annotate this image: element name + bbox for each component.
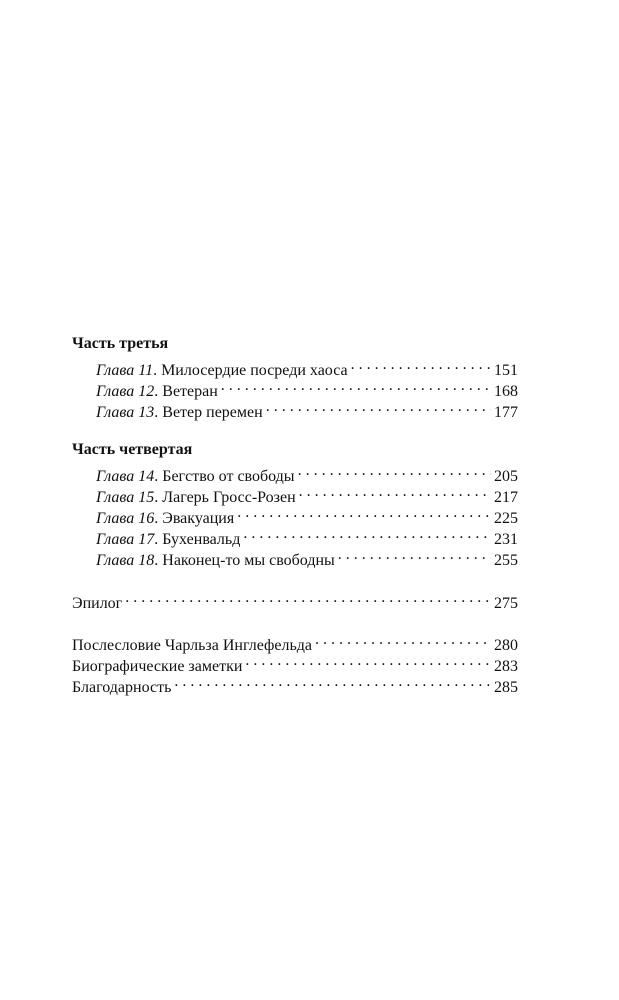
toc-entry[interactable] (72, 354, 518, 379)
chapter-title: . Ветер перемен (154, 404, 263, 421)
dot-leader (338, 544, 491, 565)
page-number: 231 (494, 531, 518, 548)
part-title: Часть четвертая (72, 441, 193, 458)
table-of-contents (72, 333, 518, 713)
toc-entry-epilogue[interactable] (72, 587, 518, 612)
entry-title: Биографические заметки (72, 658, 243, 675)
page-number: 151 (494, 362, 518, 379)
chapter-title: . Милосердие посреди хаоса (153, 362, 348, 379)
page-number: 217 (494, 489, 518, 506)
dot-leader (237, 502, 491, 523)
dot-leader (221, 375, 491, 396)
epilogue-group (72, 587, 518, 612)
chapter-prefix: Глава 14 (96, 468, 155, 485)
dot-leader (174, 671, 491, 692)
entry-title: Послесловие Чарльза Инглефельда (72, 637, 312, 654)
page-number: 285 (494, 679, 518, 696)
toc-entry[interactable] (72, 629, 518, 654)
toc-entry[interactable] (72, 460, 518, 485)
dot-leader (243, 523, 491, 544)
page-number: 283 (494, 658, 518, 675)
chapter-prefix: Глава 15 (96, 489, 155, 506)
dot-leader (351, 354, 491, 375)
page-number: 280 (494, 637, 518, 654)
chapter-prefix: Глава 17 (96, 531, 155, 548)
dot-leader (299, 481, 491, 502)
chapter-title: . Ветеран (154, 383, 218, 400)
part-title: Часть третья (72, 335, 169, 352)
chapter-title: . Лагерь Гросс-Розен (154, 489, 296, 506)
page-number: 177 (494, 404, 518, 421)
page-number: 255 (494, 552, 518, 569)
dot-leader (125, 587, 491, 608)
chapter-prefix: Глава 11 (96, 362, 154, 379)
chapter-prefix: Глава 16 (96, 510, 155, 527)
part-four (72, 439, 518, 569)
chapter-prefix: Глава 13 (96, 404, 155, 421)
entry-title: Эпилог (72, 595, 123, 612)
dot-leader (245, 650, 491, 671)
entry-title: Благодарность (72, 679, 172, 696)
page-number: 275 (494, 595, 518, 612)
chapter-prefix: Глава 12 (96, 383, 155, 400)
chapter-title: . Эвакуация (154, 510, 235, 527)
dot-leader (298, 460, 491, 481)
back-matter-group (72, 629, 518, 696)
page-number: 168 (494, 383, 518, 400)
chapter-title: . Бухенвальд (154, 531, 241, 548)
dot-leader (266, 396, 491, 417)
dot-leader (315, 629, 491, 650)
part-three (72, 333, 518, 421)
chapter-title: . Наконец-то мы свободны (154, 552, 335, 569)
page-number: 205 (494, 468, 518, 485)
page-number: 225 (494, 510, 518, 527)
chapter-prefix: Глава 18 (96, 552, 155, 569)
chapter-title: . Бегство от свободы (154, 468, 295, 485)
